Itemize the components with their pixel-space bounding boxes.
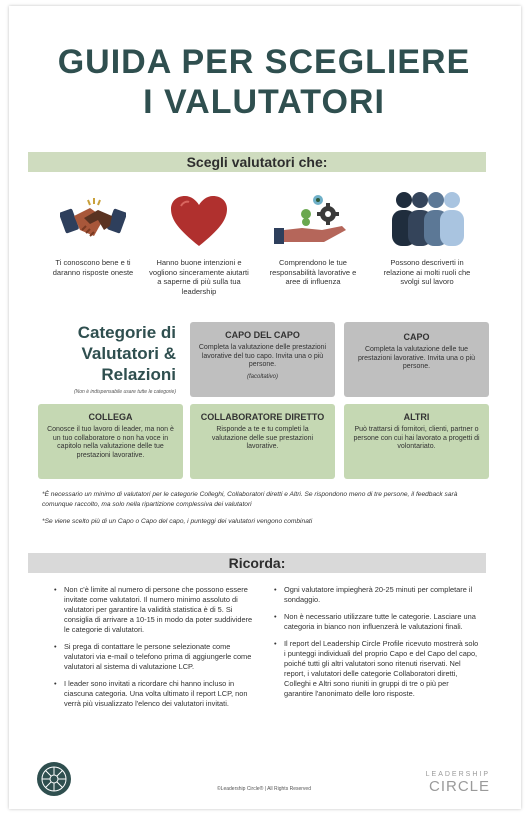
list-item: • Ogni valutatore impiegherà 20-25 minuti per completare il sondaggio. xyxy=(274,585,473,604)
list-item: • Non è necessario utilizzare tutte le categorie. Lasciare una categoria in bianco non influenzerà le valutazioni finali. xyxy=(274,612,476,631)
page-title xyxy=(0,42,528,122)
copyright-text: ©Leadership Circle® | All Rights Reserved xyxy=(217,786,311,792)
right-bullet-column xyxy=(274,585,479,706)
category-collega xyxy=(38,404,183,479)
category-desc: Risponde a te e tu completi la valutazione delle sue prestazioni lavorative. xyxy=(211,426,314,451)
footnote-combined: *Se viene scelto più di un Capo o Capo del capo, i punteggi dei valutatori vengono combinati xyxy=(42,518,313,525)
icon-label-responsibilities: Comprendono le tue responsabilità lavorative e aree di influenza xyxy=(269,258,357,286)
category-desc: Completa la valutazione delle tue prestazioni lavorative. Invita una o più persone. xyxy=(357,346,476,371)
brand-line-2: CIRCLE xyxy=(428,778,490,795)
list-item: • Si prega di contattare le persone selezionate come valutatori via e-mail o telefono prima di aggiungerle come valutatori al sistema di valutazione LCP. xyxy=(54,642,252,671)
choose-header: Scegli valutatori che: xyxy=(28,152,486,172)
heart-icon xyxy=(169,194,229,248)
title-line-1: GUIDA PER SCEGLIERE xyxy=(57,43,471,81)
list-item: • Il report del Leadership Circle Profile ricevuto mostrerà solo i punteggi individuali del proprio Capo e del Capo del capo, poiché tutti gli altri valutatori sono ritenuti riservati. Nel report, i valutatori delle categorie Collaboratori diretti, Colleghi e Altri sono riuniti in gruppi di tre o più per garantire l'anonimato delle loro risposte. xyxy=(274,639,479,698)
list-item: • I leader sono invitati a ricordare chi hanno incluso in ciascuna categoria. Una volta ultimato il report LCP, non verrà più visualizzato l'elenco dei valutatori invitati. xyxy=(54,679,248,708)
category-desc: Completa la valutazione delle prestazioni lavorative del tuo capo. Invita una o più persone. xyxy=(198,344,327,369)
category-title: CAPO xyxy=(403,332,430,342)
categories-heading: Categorie di Valutatori & Relazioni xyxy=(77,323,176,384)
category-desc: Conosce il tuo lavoro di leader, ma non è un tuo collaboratore o non ha voce in capitolo nella valutazione delle tue prestazioni lavorative. xyxy=(47,426,174,459)
left-bullet-column xyxy=(54,585,259,716)
icon-label-roles: Possono descriverti in relazione ai molti ruoli che svolgi sul lavoro xyxy=(383,258,471,286)
title-line-2: I VALUTATORI xyxy=(143,83,385,121)
category-collaboratore-diretto xyxy=(190,404,335,479)
category-desc: Può trattarsi di fornitori, clienti, partner o persone con cui hai lavorato a progetti di volontariato. xyxy=(353,426,480,451)
categories-note: (Non è indispensabile usare tutte le categorie) xyxy=(73,389,176,395)
icon-label-intentions: Hanno buone intenzioni e vogliono sinceramente aiutarti a saperne di più sulla tua leadership xyxy=(149,258,249,296)
icon-label-honest: Ti conoscono bene e ti daranno risposte oneste xyxy=(52,258,134,277)
category-title: ALTRI xyxy=(403,412,430,422)
category-title: COLLEGA xyxy=(88,412,133,422)
remember-header: Ricorda: xyxy=(28,553,486,573)
people-group-icon xyxy=(390,190,466,248)
brand-line-1: LEADERSHIP xyxy=(425,771,490,778)
list-item: • Non c'è limite al numero di persone che possono essere invitate come valutatori. Il numero minimo assoluto di valutatori per garantire la validità statistica è di 5. Si consiglia di arrivare a 10-15 in modo da poter suddividere le categorie di valutatori. xyxy=(54,585,253,634)
category-capo xyxy=(344,322,489,397)
category-title: CAPO DEL CAPO xyxy=(225,330,300,340)
handshake-icon xyxy=(60,196,126,248)
category-capo-del-capo xyxy=(190,322,335,397)
footnote-minimum: *È necessario un minimo di valutatori per le categorie Colleghi, Collaboratori diretti e Altri. Se rispondono meno di tre persone, il feedback sarà comunque raccolto, ma solo nella ripartizione complessiva dei valutatori xyxy=(42,491,458,508)
hand-gear-icon xyxy=(272,192,352,248)
category-altri xyxy=(344,404,489,479)
category-note: (facoltativo) xyxy=(246,373,278,380)
brand-logo xyxy=(426,770,490,794)
category-title: COLLABORATORE DIRETTO xyxy=(200,412,325,422)
